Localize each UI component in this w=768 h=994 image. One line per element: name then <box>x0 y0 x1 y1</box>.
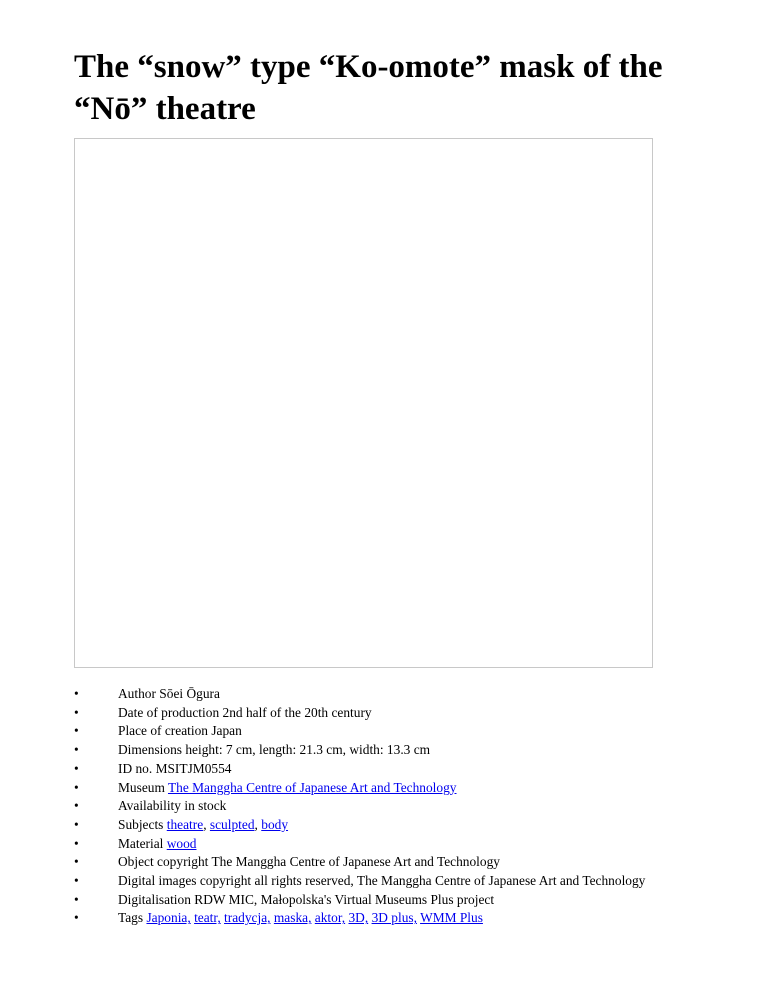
tag-link[interactable]: aktor, <box>314 910 346 926</box>
subject-link-body[interactable]: body <box>261 816 289 832</box>
detail-value: MSITJM0554 <box>155 760 232 776</box>
detail-tags <box>74 909 645 928</box>
subject-link-sculpted[interactable]: sculpted <box>209 816 255 832</box>
detail-label: Digital images copyright <box>118 873 252 889</box>
tag-link[interactable]: Japonia, <box>146 910 191 926</box>
detail-availability <box>74 797 645 816</box>
detail-dimensions <box>74 741 645 760</box>
detail-label: Museum <box>118 779 165 795</box>
tag-link[interactable]: teatr, <box>194 910 221 926</box>
3d-viewer-frame[interactable] <box>74 138 653 668</box>
detail-label: Object copyright <box>118 854 209 870</box>
detail-label: Digitalisation <box>118 891 191 907</box>
detail-date <box>74 704 645 723</box>
tag-link[interactable]: 3D plus, <box>371 910 417 926</box>
detail-label: Availability <box>118 798 181 814</box>
detail-value: The Manggha Centre of Japanese Art and Technology <box>211 854 500 870</box>
tag-link[interactable]: maska, <box>273 910 312 926</box>
material-link[interactable]: wood <box>166 835 197 851</box>
detail-material <box>74 835 645 854</box>
detail-object-copyright <box>74 853 645 872</box>
detail-subjects: • Subjects theatre, sculpted, body <box>74 816 645 835</box>
detail-value: Japan <box>211 723 242 739</box>
detail-label: ID no. <box>118 760 153 776</box>
detail-digital-copyright <box>74 872 645 891</box>
detail-label: Date of production <box>118 704 220 720</box>
detail-id <box>74 760 645 779</box>
detail-label: Tags <box>118 910 144 926</box>
detail-label: Subjects <box>118 816 164 832</box>
detail-value: height: 7 cm, length: 21.3 cm, width: 13.3 cm <box>185 742 431 758</box>
detail-value: in stock <box>184 798 227 814</box>
detail-place <box>74 722 645 741</box>
detail-value: RDW MIC, Małopolska's Virtual Museums Plus project <box>194 891 495 907</box>
object-details-list <box>74 685 645 928</box>
detail-value: 2nd half of the 20th century <box>222 704 372 720</box>
museum-link[interactable]: The Manggha Centre of Japanese Art and Technology <box>167 779 457 795</box>
subject-link-theatre[interactable]: theatre <box>166 816 204 832</box>
detail-museum <box>74 779 645 798</box>
detail-value: Sōei Ōgura <box>159 686 220 701</box>
detail-value: all rights reserved, The Manggha Centre of Japanese Art and Technology <box>254 873 646 889</box>
detail-label: Place of creation <box>118 723 208 739</box>
detail-digitalisation <box>74 891 645 910</box>
detail-label: Dimensions <box>118 742 182 758</box>
page-title: The “snow” type “Ko-omote” mask of the “Nō” theatre <box>74 49 663 127</box>
detail-author <box>74 685 645 704</box>
tag-link[interactable]: 3D, <box>348 910 369 926</box>
detail-label: Author <box>118 686 156 701</box>
detail-label: Material <box>118 835 164 851</box>
tag-link[interactable]: tradycja, <box>224 910 271 926</box>
tag-link[interactable]: WMM Plus <box>420 910 483 926</box>
